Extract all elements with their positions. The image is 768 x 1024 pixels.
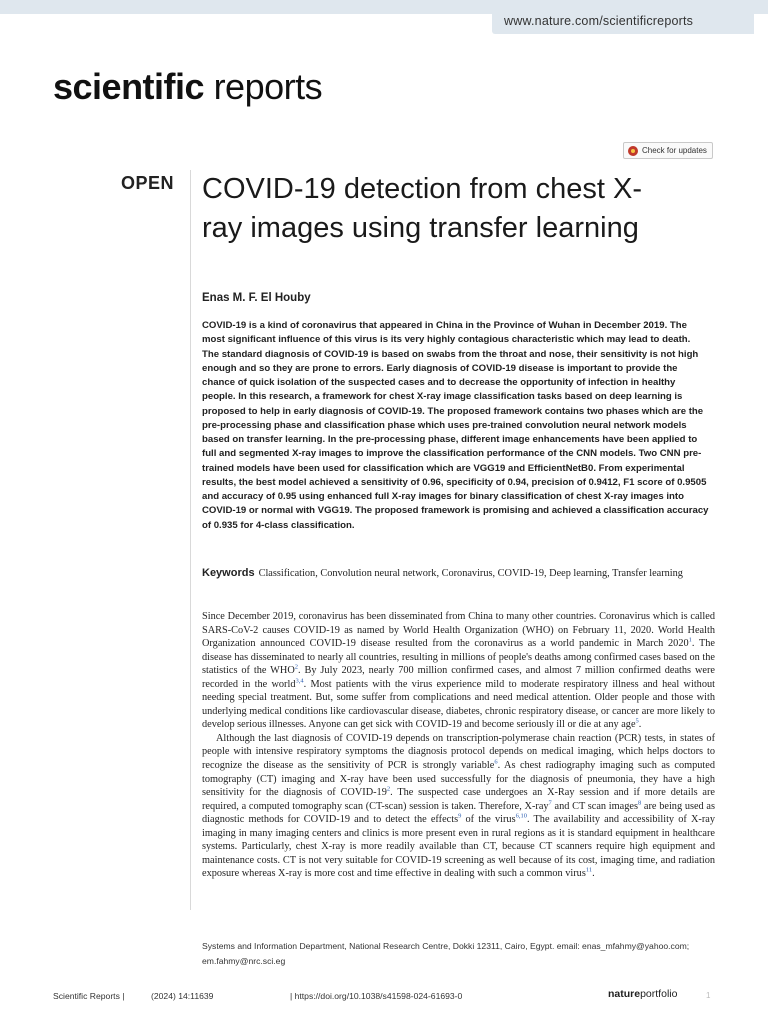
text-span: of the virus [461, 814, 516, 826]
abstract: COVID-19 is a kind of coronavirus that appeared in China in the Province of Wuhan in December 2019. The most significant influence of this virus is its very highly contagious characteristic which may lead to death. The standard diagnosis of COVID-19 is based on swabs from the throat and nose, their sensitivity is not high enough and so they are prone to errors. Early diagnosis of COVID-19 disease is important to provide the chance of quick isolation of the suspected cases and to decrease the opportunity of infection in healthy people. In this research, a framework for chest X-ray image classification tasks based on deep learning is proposed to help in early diagnosis of COVID-19. The proposed framework contains two phases which are the pre-processing phase and classification phase which uses pre-trained convolution neural network models based on transfer learning. In the pre-processing phase, different image enhancements have been applied to full and segmented X-ray images to improve the classification performance of the CNN models. Two CNN pre-trained models have been used for classification which are VGG19 and EfficientNetB0. From experimental results, the best model achieved a sensitivity of 0.96, specificity of 0.94, precision of 0.9412, F1 score of 0.9505 and accuracy of 0.95 using enhanced full X-ray images for binary classification of chest X-ray images into COVID-19 or normal with VGG19. The proposed framework is promising and achieved a classification accuracy of 0.935 for 4-class classification. [202, 320, 709, 531]
citation-link[interactable]: 6 [494, 758, 498, 766]
paragraph-2 [202, 732, 715, 881]
citation-link[interactable]: 5 [635, 717, 639, 725]
author-name[interactable]: Enas M. F. El Houby [202, 292, 311, 304]
paragraph-1 [202, 610, 715, 732]
text-span: and CT scan images [551, 800, 638, 812]
text-span: . The suspected case undergoes an X-Ray session and if more details are required, a computed tomography scan (CT-scan) session is taken. Therefore, X-ray [202, 787, 715, 812]
text-span: . By July 2023, nearly 700 million confirmed cases, and almost 7 million confirmed deaths were recorded in the world [202, 665, 715, 690]
keywords-label: Keywords [202, 567, 255, 579]
page-number: 1 [706, 991, 711, 1000]
citation-link[interactable]: 1 [688, 636, 692, 644]
text-span: . [592, 868, 595, 880]
citation-link[interactable]: 2 [294, 663, 299, 671]
citation-link[interactable]: 3,4 [295, 677, 304, 685]
citation-link[interactable]: 9 [458, 812, 462, 820]
article-title: COVID-19 detection from chest X-ray images using transfer learning [202, 173, 642, 244]
footer-volume: (2024) 14:11639 [151, 991, 214, 1001]
body-text [202, 610, 715, 881]
text-span: Since December 2019, coronavirus has been disseminated from China to many other countries. Coronavirus which is called SARS-CoV-2 causes COVID-19 as named by World Health Organization (WHO) on February 11, 2020. World Health Organization announced COVID-19 disease resulted from the coronavirus as a world pandemic in March 2020 [202, 611, 715, 650]
journal-logo[interactable] [53, 66, 322, 108]
publisher-light: portfolio [640, 988, 678, 1000]
crossmark-icon [628, 146, 638, 156]
keywords [202, 566, 707, 582]
text-span: . As chest radiography imaging such as computed tomography (CT) imaging and X-ray have been used successfully for the diagnosis of pneumonia, they have a high sensitivity for the diagnosis of COVID-19 [202, 760, 715, 799]
check-updates-label: Check for updates [642, 146, 707, 155]
affiliation: Systems and Information Department, National Research Centre, Dokki 12311, Cairo, Egypt. email: enas_mfahmy@yahoo.com; em.fahmy@nrc.sci.eg [202, 941, 690, 966]
publisher-logo [608, 988, 677, 1000]
open-access-label: OPEN [121, 173, 175, 193]
keywords-list: Classification, Convolution neural network, Coronavirus, COVID-19, Deep learning, Transfer learning [258, 568, 683, 579]
citation-link[interactable]: 6,10 [515, 812, 527, 820]
citation-link[interactable]: 2 [386, 785, 391, 793]
journal-url[interactable]: www.nature.com/scientificreports [504, 14, 694, 28]
footer-doi-link[interactable]: | https://doi.org/10.1038/s41598-024-61693-0 [290, 991, 463, 1001]
citation-link[interactable]: 7 [548, 799, 552, 807]
citation-link[interactable]: 11 [585, 866, 593, 874]
text-span: . The availability and accessibility of X-ray imaging in many imaging centers and clinics is more present even in rural regions as it is standard equipment in healthcare systems. Particularly, chest X-ray is more readily available than CT, because CT scanners require high equipment and maintenance costs. CT is not very suitable for COVID-19 screening as well because of its cost, imaging time, and radiation exposure whereas X-ray is more cost and time effective in dealing with such a common virus [202, 814, 715, 880]
citation-link[interactable]: 8 [637, 799, 642, 807]
text-span: . [638, 719, 642, 731]
footer-journal: Scientific Reports | [53, 991, 125, 1001]
divider-line [190, 170, 191, 910]
text-span: Although the last diagnosis of COVID-19 depends on transcription-polymerase chain reaction (PCR) tests, in states of people with intensive respiratory symptoms the diagnosis protocol depends on medical imaging, which helps doctors to recognize the disease as the sensitivity of PCR is strongly variable [202, 732, 715, 772]
journal-logo-light: reports [204, 66, 323, 107]
publisher-bold: nature [608, 988, 641, 1000]
check-for-updates-button[interactable] [623, 142, 713, 159]
text-span: . The disease has disseminated to nearly all countries, resulting in millions of people's deaths among confirmed cases based on the statistics of the WHO [202, 638, 715, 677]
journal-logo-bold: scientific [53, 66, 205, 107]
text-span: are being used as diagnostic methods for COVID-19 and to detect the effects [202, 800, 715, 826]
text-span: . Most patients with the virus experience mild to moderate respiratory illness and heal without needing special treatment. But, some suffer from complications and need medical attention. Older people and those with underlying medical conditions like cardiovascular disease, diabetes, chronic respiratory disease, or cancer are more likely to develop serious illnesses. Anyone can get sick with COVID-19 and become seriously ill or die at any age [202, 678, 715, 731]
